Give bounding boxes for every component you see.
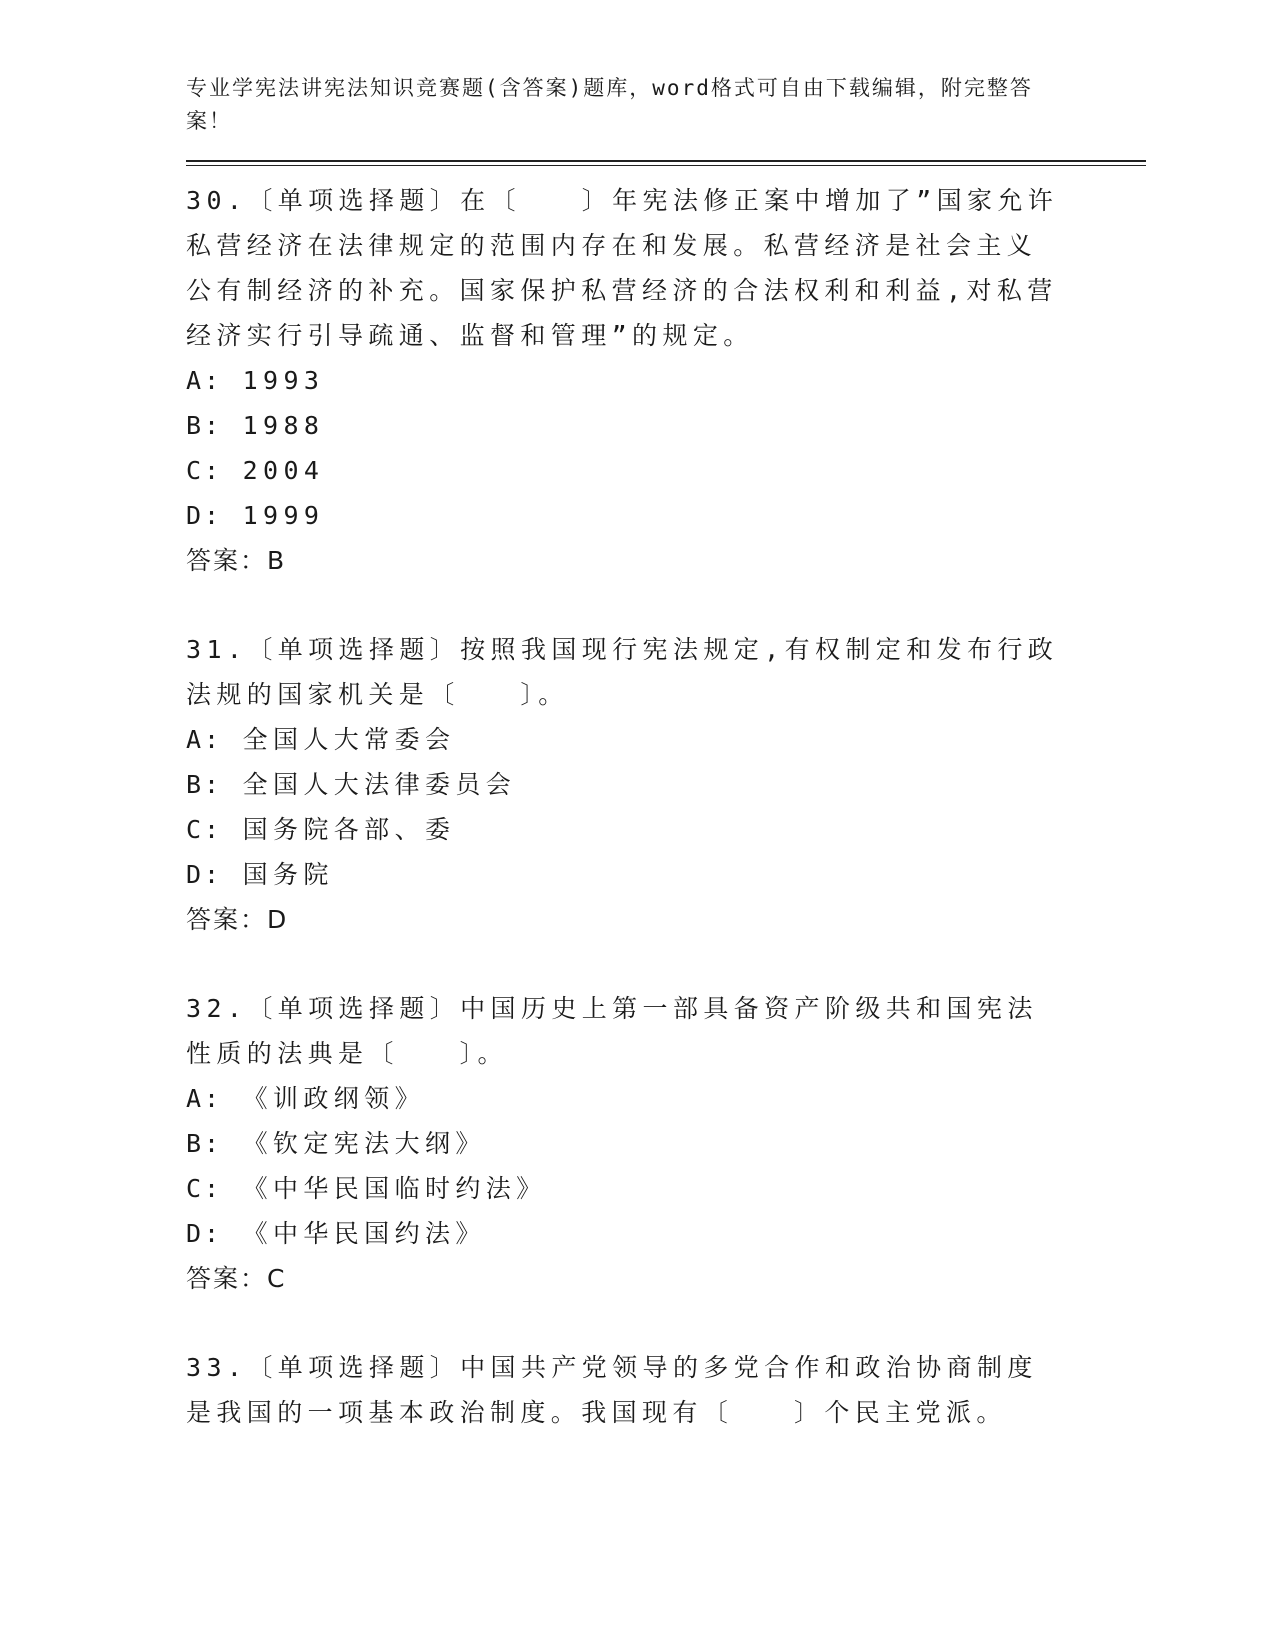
option-letter: C:	[186, 1174, 223, 1203]
answer-line: 答案：B	[186, 546, 287, 575]
option-letter: A:	[186, 366, 223, 395]
option-letter: B:	[186, 1129, 223, 1158]
option-text: 1988	[242, 411, 325, 440]
option-a	[186, 717, 1146, 762]
answer-line: 答案：D	[186, 905, 289, 934]
option-text: 《训政纲领》	[242, 1084, 425, 1113]
option-letter: C:	[186, 815, 223, 844]
option-a	[186, 1076, 1146, 1121]
option-c	[186, 448, 1146, 493]
header-divider	[186, 160, 1146, 166]
option-text: 全国人大法律委员会	[242, 770, 517, 799]
question-32	[186, 986, 1146, 1301]
option-letter: A:	[186, 1084, 223, 1113]
option-d	[186, 493, 1146, 538]
option-c	[186, 1166, 1146, 1211]
option-text: 全国人大常委会	[242, 725, 456, 754]
option-letter: C:	[186, 456, 223, 485]
document-page	[186, 72, 1146, 1435]
question-33	[186, 1345, 1146, 1435]
option-letter: D:	[186, 860, 223, 889]
option-text: 国务院各部、委	[242, 815, 456, 844]
option-a	[186, 358, 1146, 403]
option-b	[186, 762, 1146, 807]
option-letter: B:	[186, 411, 223, 440]
option-text: 1993	[242, 366, 325, 395]
option-letter: B:	[186, 770, 223, 799]
option-b	[186, 403, 1146, 448]
question-stem: 30.〔单项选择题〕在〔 〕年宪法修正案中增加了”国家允许私营经济在法律规定的范围内存在和发展。私营经济是社会主义公有制经济的补充。国家保护私营经济的合法权利和利益,对私营经济实行引导疏通、监督和管理”的规定。	[186, 186, 1059, 350]
option-d	[186, 1211, 1146, 1256]
question-31	[186, 627, 1146, 942]
option-text: 《中华民国临时约法》	[242, 1174, 547, 1203]
option-text: 2004	[242, 456, 325, 485]
option-b	[186, 1121, 1146, 1166]
answer-line: 答案：C	[186, 1264, 287, 1293]
option-letter: D:	[186, 501, 223, 530]
option-d	[186, 852, 1146, 897]
question-stem: 32.〔单项选择题〕中国历史上第一部具备资产阶级共和国宪法性质的法典是〔 〕。	[186, 994, 1038, 1068]
question-stem: 31.〔单项选择题〕按照我国现行宪法规定,有权制定和发布行政法规的国家机关是〔 〕。	[186, 635, 1059, 709]
option-text: 《钦定宪法大纲》	[242, 1129, 486, 1158]
option-letter: D:	[186, 1219, 223, 1248]
document-header: 专业学宪法讲宪法知识竞赛题(含答案)题库，word格式可自由下载编辑，附完整答案！	[186, 76, 1033, 133]
option-c	[186, 807, 1146, 852]
option-text: 国务院	[242, 860, 334, 889]
question-30	[186, 178, 1146, 583]
option-letter: A:	[186, 725, 223, 754]
option-text: 《中华民国约法》	[242, 1219, 486, 1248]
question-stem: 33.〔单项选择题〕中国共产党领导的多党合作和政治协商制度是我国的一项基本政治制度。我国现有〔 〕个民主党派。	[186, 1353, 1038, 1427]
option-text: 1999	[242, 501, 325, 530]
